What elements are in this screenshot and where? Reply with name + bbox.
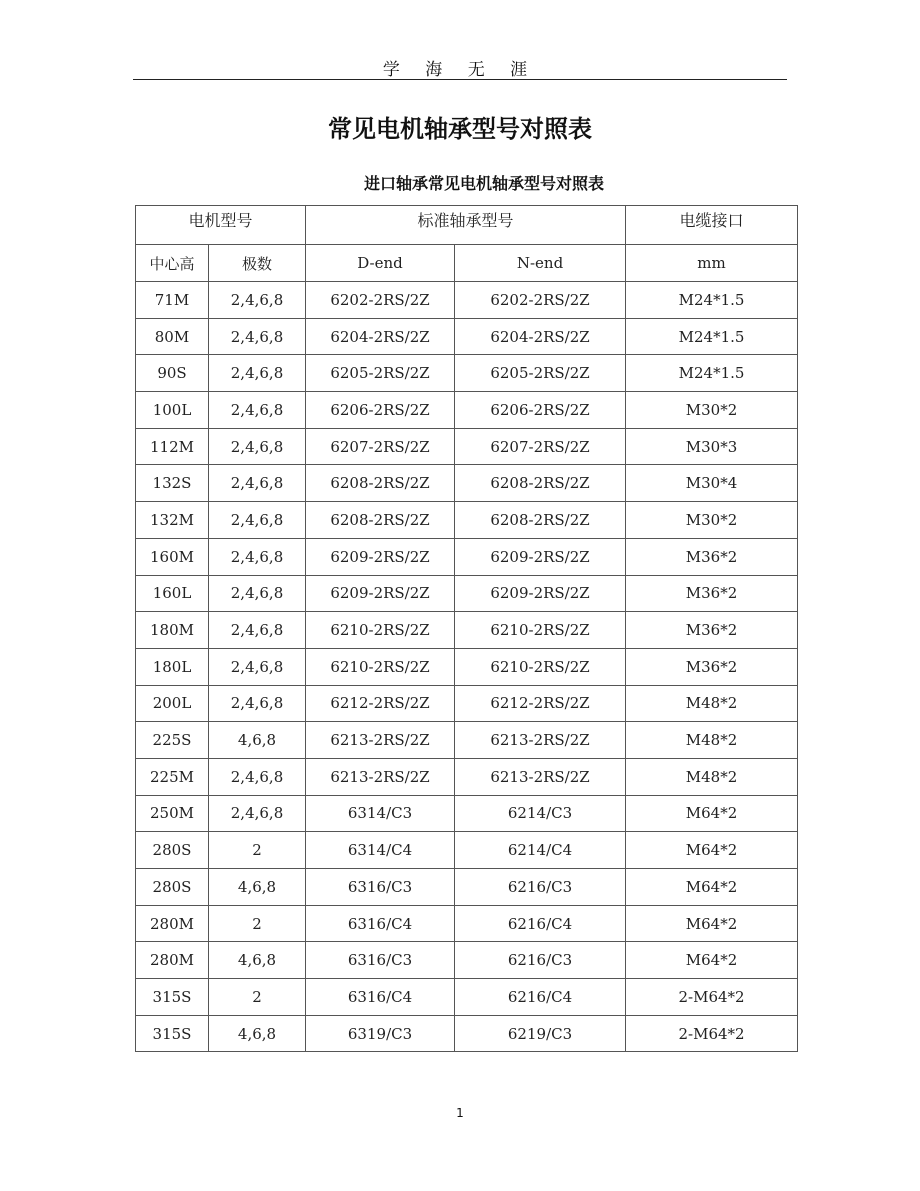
header-d-end: D-end [306, 245, 455, 282]
document-title: 常见电机轴承型号对照表 [328, 115, 592, 143]
cell-n-end: 6209-2RS/2Z [455, 575, 626, 612]
table-row [136, 355, 798, 392]
cell-d-end: 6208-2RS/2Z [306, 502, 455, 539]
cell-n-end: 6208-2RS/2Z [455, 502, 626, 539]
cell-poles: 2,4,6,8 [209, 428, 306, 465]
table-row [136, 979, 798, 1016]
cell-frame: 80M [136, 318, 209, 355]
cell-d-end: 6208-2RS/2Z [306, 465, 455, 502]
cell-d-end: 6314/C4 [306, 832, 455, 869]
cell-cable: M64*2 [626, 942, 798, 979]
cell-cable: 2-M64*2 [626, 979, 798, 1016]
cell-d-end: 6210-2RS/2Z [306, 612, 455, 649]
page-number: 1 [456, 1106, 464, 1120]
table-row [136, 428, 798, 465]
cell-n-end: 6206-2RS/2Z [455, 392, 626, 429]
cell-cable: M24*1.5 [626, 318, 798, 355]
header-divider [133, 79, 787, 80]
cell-cable: M30*4 [626, 465, 798, 502]
cell-poles: 2,4,6,8 [209, 685, 306, 722]
cell-frame: 225M [136, 758, 209, 795]
cell-cable: M48*2 [626, 758, 798, 795]
cell-poles: 2,4,6,8 [209, 795, 306, 832]
table-row [136, 282, 798, 319]
cell-cable: M30*2 [626, 502, 798, 539]
cell-d-end: 6316/C4 [306, 979, 455, 1016]
cell-poles: 4,6,8 [209, 869, 306, 906]
cell-d-end: 6316/C3 [306, 942, 455, 979]
header-motor-model: 电机型号 [136, 206, 306, 245]
table-sub-header-row [136, 245, 798, 282]
table-row [136, 905, 798, 942]
table-row [136, 869, 798, 906]
cell-n-end: 6213-2RS/2Z [455, 758, 626, 795]
cell-frame: 315S [136, 979, 209, 1016]
cell-frame: 225S [136, 722, 209, 759]
cell-poles: 4,6,8 [209, 722, 306, 759]
table-row [136, 648, 798, 685]
table-row [136, 758, 798, 795]
cell-frame: 315S [136, 1015, 209, 1052]
cell-cable: M64*2 [626, 832, 798, 869]
table-row [136, 722, 798, 759]
cell-poles: 4,6,8 [209, 942, 306, 979]
cell-d-end: 6209-2RS/2Z [306, 575, 455, 612]
table-row [136, 465, 798, 502]
cell-n-end: 6210-2RS/2Z [455, 648, 626, 685]
table-row [136, 575, 798, 612]
cell-poles: 2,4,6,8 [209, 758, 306, 795]
table-row [136, 942, 798, 979]
cell-n-end: 6214/C4 [455, 832, 626, 869]
cell-frame: 250M [136, 795, 209, 832]
cell-d-end: 6316/C4 [306, 905, 455, 942]
table-subtitle: 进口轴承常见电机轴承型号对照表 [363, 174, 604, 193]
cell-cable: M24*1.5 [626, 282, 798, 319]
cell-d-end: 6206-2RS/2Z [306, 392, 455, 429]
cell-cable: M36*2 [626, 575, 798, 612]
cell-n-end: 6202-2RS/2Z [455, 282, 626, 319]
cell-d-end: 6210-2RS/2Z [306, 648, 455, 685]
cell-frame: 200L [136, 685, 209, 722]
cell-n-end: 6212-2RS/2Z [455, 685, 626, 722]
cell-n-end: 6219/C3 [455, 1015, 626, 1052]
table-body [136, 282, 798, 1052]
cell-cable: M36*2 [626, 648, 798, 685]
cell-poles: 2,4,6,8 [209, 355, 306, 392]
cell-n-end: 6204-2RS/2Z [455, 318, 626, 355]
table-row [136, 795, 798, 832]
cell-n-end: 6208-2RS/2Z [455, 465, 626, 502]
header-center-height: 中心高 [136, 245, 209, 282]
cell-frame: 280S [136, 869, 209, 906]
cell-cable: M30*2 [626, 392, 798, 429]
cell-d-end: 6319/C3 [306, 1015, 455, 1052]
cell-poles: 2 [209, 979, 306, 1016]
table-row [136, 685, 798, 722]
cell-d-end: 6212-2RS/2Z [306, 685, 455, 722]
cell-poles: 2,4,6,8 [209, 612, 306, 649]
cell-poles: 2,4,6,8 [209, 575, 306, 612]
cell-cable: M24*1.5 [626, 355, 798, 392]
cell-cable: M30*3 [626, 428, 798, 465]
cell-frame: 280S [136, 832, 209, 869]
cell-n-end: 6207-2RS/2Z [455, 428, 626, 465]
cell-frame: 280M [136, 905, 209, 942]
table-row [136, 832, 798, 869]
cell-poles: 4,6,8 [209, 1015, 306, 1052]
cell-cable: M64*2 [626, 905, 798, 942]
header-standard-bearing: 标准轴承型号 [306, 206, 626, 245]
cell-poles: 2,4,6,8 [209, 392, 306, 429]
cell-n-end: 6216/C3 [455, 942, 626, 979]
cell-frame: 100L [136, 392, 209, 429]
cell-n-end: 6210-2RS/2Z [455, 612, 626, 649]
cell-d-end: 6314/C3 [306, 795, 455, 832]
cell-poles: 2,4,6,8 [209, 465, 306, 502]
cell-d-end: 6207-2RS/2Z [306, 428, 455, 465]
header-unit: mm [626, 245, 798, 282]
cell-n-end: 6216/C4 [455, 905, 626, 942]
table-row [136, 502, 798, 539]
cell-n-end: 6213-2RS/2Z [455, 722, 626, 759]
cell-n-end: 6209-2RS/2Z [455, 538, 626, 575]
cell-poles: 2,4,6,8 [209, 502, 306, 539]
cell-n-end: 6216/C4 [455, 979, 626, 1016]
cell-cable: M64*2 [626, 869, 798, 906]
cell-frame: 160L [136, 575, 209, 612]
cell-poles: 2 [209, 832, 306, 869]
page-header: 学 海 无 涯 [382, 60, 538, 80]
header-cable-interface: 电缆接口 [626, 206, 798, 245]
cell-frame: 132S [136, 465, 209, 502]
cell-frame: 132M [136, 502, 209, 539]
cell-d-end: 6205-2RS/2Z [306, 355, 455, 392]
cell-d-end: 6213-2RS/2Z [306, 758, 455, 795]
cell-poles: 2,4,6,8 [209, 648, 306, 685]
cell-cable: M36*2 [626, 538, 798, 575]
cell-cable: M64*2 [626, 795, 798, 832]
table-row [136, 1015, 798, 1052]
table-row [136, 318, 798, 355]
cell-d-end: 6316/C3 [306, 869, 455, 906]
table-row [136, 612, 798, 649]
cell-frame: 71M [136, 282, 209, 319]
cell-poles: 2,4,6,8 [209, 318, 306, 355]
cell-frame: 180M [136, 612, 209, 649]
cell-n-end: 6205-2RS/2Z [455, 355, 626, 392]
cell-d-end: 6204-2RS/2Z [306, 318, 455, 355]
table-group-header-row [136, 206, 798, 245]
cell-frame: 90S [136, 355, 209, 392]
cell-d-end: 6202-2RS/2Z [306, 282, 455, 319]
bearing-table [135, 205, 798, 1052]
cell-n-end: 6216/C3 [455, 869, 626, 906]
cell-frame: 112M [136, 428, 209, 465]
table-row [136, 392, 798, 429]
cell-poles: 2,4,6,8 [209, 282, 306, 319]
cell-cable: 2-M64*2 [626, 1015, 798, 1052]
header-poles: 极数 [209, 245, 306, 282]
cell-n-end: 6214/C3 [455, 795, 626, 832]
cell-poles: 2,4,6,8 [209, 538, 306, 575]
cell-d-end: 6209-2RS/2Z [306, 538, 455, 575]
table-row [136, 538, 798, 575]
cell-cable: M36*2 [626, 612, 798, 649]
cell-poles: 2 [209, 905, 306, 942]
cell-d-end: 6213-2RS/2Z [306, 722, 455, 759]
cell-cable: M48*2 [626, 685, 798, 722]
cell-frame: 160M [136, 538, 209, 575]
cell-cable: M48*2 [626, 722, 798, 759]
cell-frame: 180L [136, 648, 209, 685]
header-n-end: N-end [455, 245, 626, 282]
cell-frame: 280M [136, 942, 209, 979]
